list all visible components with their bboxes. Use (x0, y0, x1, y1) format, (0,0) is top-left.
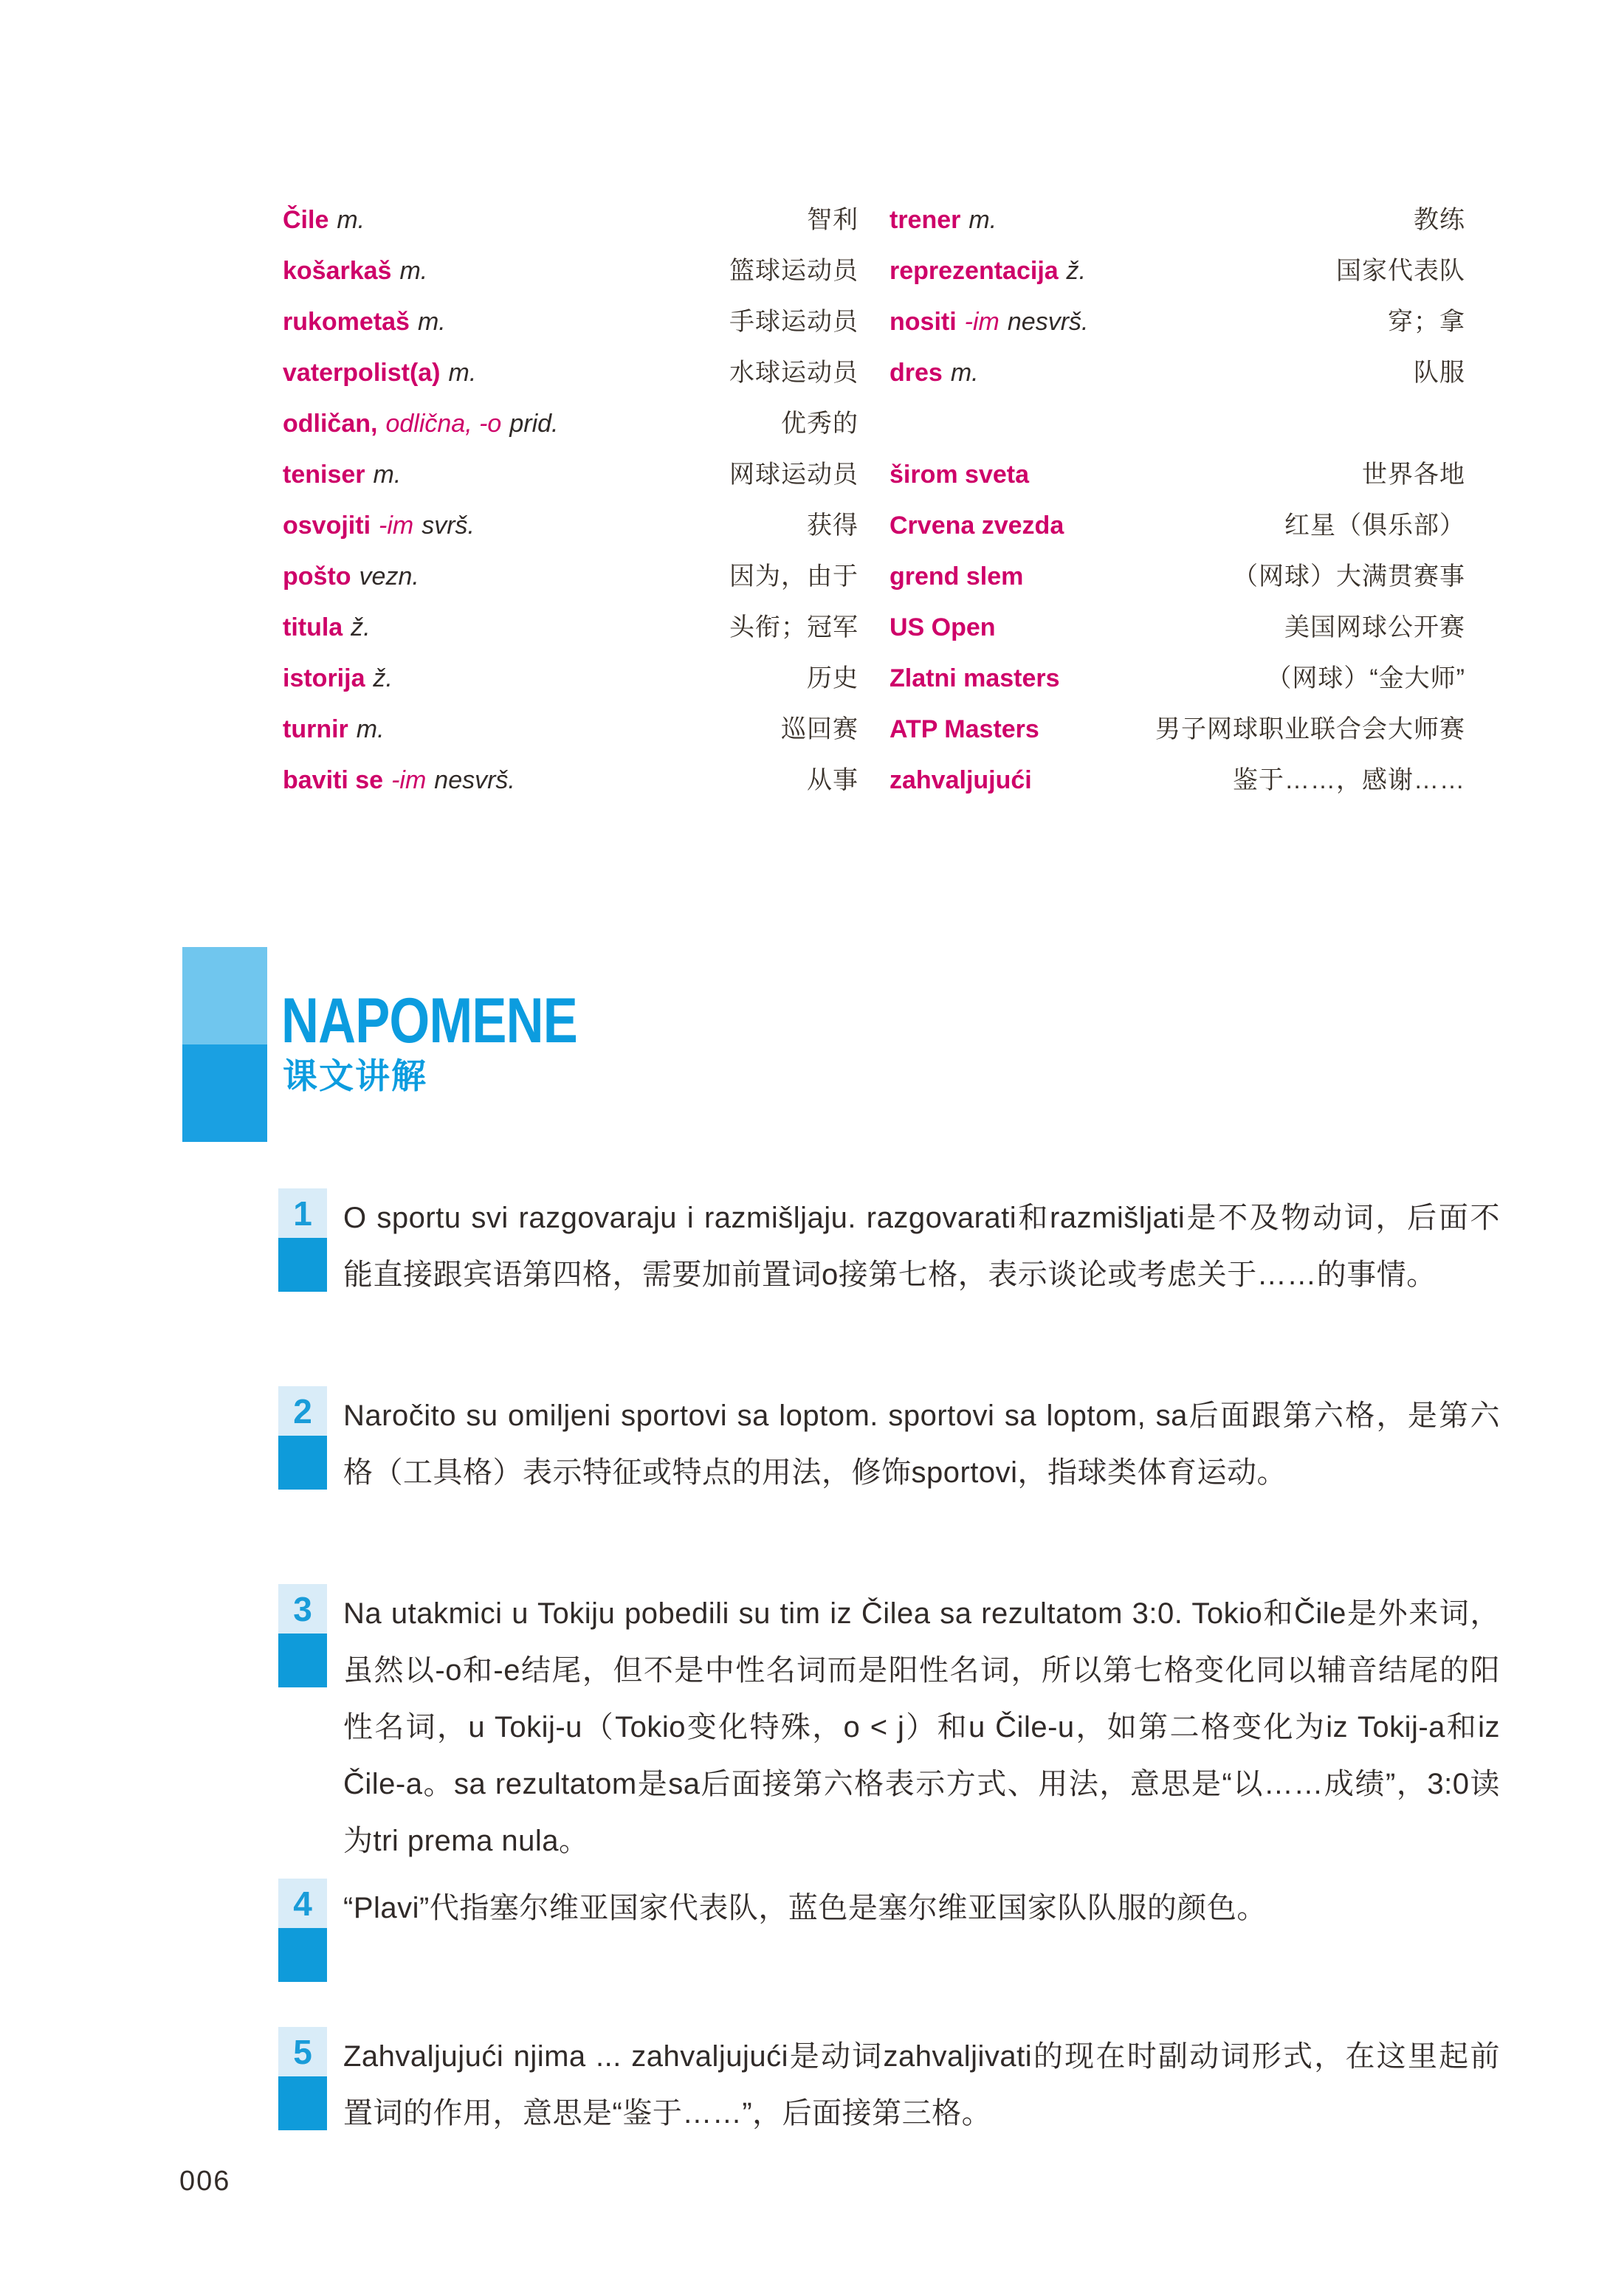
note-number: 1 (278, 1188, 327, 1238)
vocab-row (283, 650, 1465, 701)
vocab-word: nositi (890, 308, 957, 336)
vocab-pos-label: ž. (373, 664, 393, 692)
note-number: 4 (278, 1879, 327, 1928)
vocab-translation: 智利 (807, 206, 859, 234)
vocab-translation: 鉴于……，感谢…… (1233, 766, 1465, 794)
vocab-word: -im (391, 766, 427, 794)
vocab-entry (283, 199, 859, 235)
vocab-term (283, 766, 515, 795)
vocab-term (890, 562, 1023, 591)
vocab-translation: 红星（俱乐部） (1284, 512, 1465, 540)
vocab-term (890, 257, 1086, 286)
vocab-entry (283, 505, 859, 541)
vocab-entry (283, 454, 859, 490)
vocab-row (283, 548, 1465, 599)
vocab-word: zahvaljujući (890, 766, 1032, 794)
vocab-word: reprezentacija (890, 257, 1059, 285)
vocab-term (890, 613, 996, 642)
vocab-word: Čile (283, 206, 329, 234)
note-badge-square (278, 2076, 327, 2130)
vocab-translation: 巡回赛 (781, 715, 859, 743)
vocab-entry (890, 556, 1465, 592)
vocab-row (283, 498, 1465, 548)
note-badge-square (278, 1238, 327, 1292)
vocab-entry (890, 760, 1465, 796)
vocab-translation: 获得 (807, 512, 859, 540)
vocab-word: turnir (283, 715, 348, 743)
vocab-entry (283, 556, 859, 592)
vocab-word: osvojiti (283, 512, 371, 540)
accent-bar-top (182, 947, 267, 1044)
vocab-translation: 头衔；冠军 (729, 613, 859, 641)
vocab-pos-label: nesvrš. (1007, 308, 1089, 336)
vocab-entry (283, 760, 859, 796)
note-number-badge (278, 1584, 327, 1687)
vocab-word: Crvena zvezda (890, 512, 1064, 540)
vocab-translation: 篮球运动员 (729, 257, 859, 285)
vocab-word: US Open (890, 613, 996, 641)
note-badge-square (278, 1436, 327, 1490)
vocab-entry (283, 709, 859, 745)
vocab-word: grend slem (890, 562, 1024, 591)
vocab-entry (890, 607, 1465, 643)
vocab-entry (890, 658, 1465, 694)
vocab-pos-label: prid. (509, 410, 559, 438)
vocabulary-list (283, 192, 1465, 803)
note-text: Na utakmici u Tokiju pobedili su tim iz Čilea sa rezultatom 3:0. Tokio和Čile是外来词，虽然以-o和-e结尾，但不是中性名词而是阳性名词，所以第七格变化同以辅音结尾的阳性名词，u Tokij-u（Tokio变化特殊，o < j）和u Čile-u，如第二格变化为iz Tokij-a和iz Čile-a。sa rezultatom是sa后面接第六格表示方式、用法，意思是“以……成绩”，3:0读为tri prema nula。 (343, 1597, 1500, 1857)
vocab-row (283, 396, 1465, 447)
vocab-word: baviti se (283, 766, 384, 794)
vocab-translation: 历史 (807, 664, 859, 692)
vocab-entry (890, 505, 1465, 541)
vocab-term (283, 257, 427, 286)
vocab-word: trener (890, 206, 961, 234)
vocab-pos-label: ž. (1066, 257, 1087, 285)
vocab-term (890, 766, 1032, 795)
vocab-translation: 从事 (807, 766, 859, 794)
vocab-entry (283, 250, 859, 286)
vocab-pos-label: m. (399, 257, 428, 285)
vocab-row (283, 447, 1465, 498)
vocab-row (283, 752, 1465, 803)
vocab-term (890, 461, 1029, 489)
vocab-pos-label: m. (968, 206, 997, 234)
vocab-pos-label: m. (337, 206, 365, 234)
vocab-term (890, 664, 1060, 693)
note-text: “Plavi”代指塞尔维亚国家代表队，蓝色是塞尔维亚国家队队服的颜色。 (343, 1892, 1267, 1924)
note-badge-square (278, 1634, 327, 1687)
accent-bar-bottom (182, 1044, 267, 1142)
vocab-entry (283, 607, 859, 643)
vocab-pos-label: m. (950, 359, 979, 387)
vocab-term (890, 359, 979, 388)
vocab-translation: 世界各地 (1362, 461, 1465, 489)
vocab-term (283, 461, 401, 489)
vocab-entry (890, 301, 1465, 337)
note-number-badge (278, 2027, 327, 2130)
vocab-translation: 网球运动员 (729, 461, 859, 489)
vocab-entry (283, 301, 859, 337)
vocab-translation: 因为，由于 (729, 562, 859, 591)
vocab-pos-label: ž. (351, 613, 371, 641)
vocab-translation: 男子网球职业联合会大师赛 (1155, 715, 1465, 743)
vocab-pos-label: vezn. (359, 562, 419, 591)
vocab-translation: 优秀的 (781, 410, 859, 438)
vocab-word: ATP Masters (890, 715, 1039, 743)
vocab-row (283, 294, 1465, 345)
vocab-translation: 教练 (1414, 206, 1465, 234)
vocab-term (890, 206, 997, 235)
vocab-word: rukometaš (283, 308, 410, 336)
note-number-badge (278, 1879, 327, 1982)
vocab-pos-label: m. (356, 715, 385, 743)
vocab-term (283, 206, 365, 235)
vocab-row (283, 345, 1465, 396)
vocab-entry (890, 250, 1465, 286)
vocab-translation: 手球运动员 (729, 308, 859, 336)
note-badge-square (278, 1928, 327, 1982)
vocab-pos-label: m. (448, 359, 477, 387)
vocab-word: pošto (283, 562, 351, 591)
vocab-word: -im (379, 512, 414, 540)
vocab-term (890, 715, 1039, 744)
section-accent-bar (182, 947, 267, 1142)
note-text: Zahvaljujući njima ... zahvaljujući是动词zahvaljivati的现在时副动词形式，在这里起前置词的作用，意思是“鉴于……”，后面接第三格。 (343, 2040, 1500, 2130)
vocab-word: titula (283, 613, 343, 641)
vocab-term (283, 613, 371, 642)
vocab-term (283, 359, 476, 388)
section-subtitle: 课文讲解 (283, 1056, 427, 1095)
vocab-word: odlična, -o (385, 410, 502, 438)
vocab-pos-label: nesvrš. (434, 766, 515, 794)
note-number: 3 (278, 1584, 327, 1634)
vocab-word: odličan, (283, 410, 378, 438)
vocab-entry (283, 658, 859, 694)
note-number: 2 (278, 1386, 327, 1436)
vocab-word: košarkaš (283, 257, 392, 285)
vocab-entry (890, 709, 1465, 745)
vocab-entry (890, 352, 1465, 388)
vocab-term (890, 308, 1088, 337)
vocab-row (283, 192, 1465, 243)
vocab-term (283, 664, 393, 693)
vocab-word: istorija (283, 664, 365, 692)
note-number: 5 (278, 2027, 327, 2076)
note-number-badge (278, 1188, 327, 1292)
vocab-pos-label: m. (417, 308, 446, 336)
vocab-translation: 美国网球公开赛 (1284, 613, 1465, 641)
section-titles (281, 985, 642, 1095)
vocab-word: dres (890, 359, 943, 387)
vocab-term (283, 308, 446, 337)
vocab-row (283, 701, 1465, 752)
vocab-entry (283, 352, 859, 388)
vocab-word: vaterpolist(a) (283, 359, 441, 387)
vocab-pos-label: m. (373, 461, 402, 489)
vocab-translation: 国家代表队 (1336, 257, 1465, 285)
vocab-term (890, 512, 1064, 540)
vocab-translation: 队服 (1414, 359, 1465, 387)
vocab-translation: 穿；拿 (1388, 308, 1465, 336)
page-number: 006 (179, 2166, 231, 2197)
vocab-entry (283, 403, 859, 439)
vocab-row (283, 599, 1465, 650)
vocab-term (283, 512, 475, 540)
vocab-translation: （网球）“金大师” (1266, 664, 1465, 692)
vocab-word: širom sveta (890, 461, 1029, 489)
note-number-badge (278, 1386, 327, 1490)
vocab-word: -im (964, 308, 999, 336)
vocab-term (283, 410, 558, 438)
vocab-term (283, 715, 385, 744)
vocab-entry (890, 199, 1465, 235)
vocab-pos-label: svrš. (422, 512, 475, 540)
note-text: O sportu svi razgovaraju i razmišljaju. razgovarati和razmišljati是不及物动词，后面不能直接跟宾语第四格，需要加前置词o接第七格，表示谈论或考虑关于……的事情。 (343, 1202, 1500, 1291)
vocab-word: Zlatni masters (890, 664, 1060, 692)
vocab-translation: 水球运动员 (729, 359, 859, 387)
section-title: NAPOMENE (281, 985, 577, 1056)
vocab-word: teniser (283, 461, 365, 489)
vocab-term (283, 562, 419, 591)
vocab-row (283, 243, 1465, 294)
vocab-entry (890, 454, 1465, 490)
note-text: Naročito su omiljeni sportovi sa loptom. sportovi sa loptom, sa后面跟第六格，是第六格（工具格）表示特征或特点的用法，修饰sportovi，指球类体育运动。 (343, 1400, 1500, 1489)
vocab-translation: （网球）大满贯赛事 (1233, 562, 1465, 591)
